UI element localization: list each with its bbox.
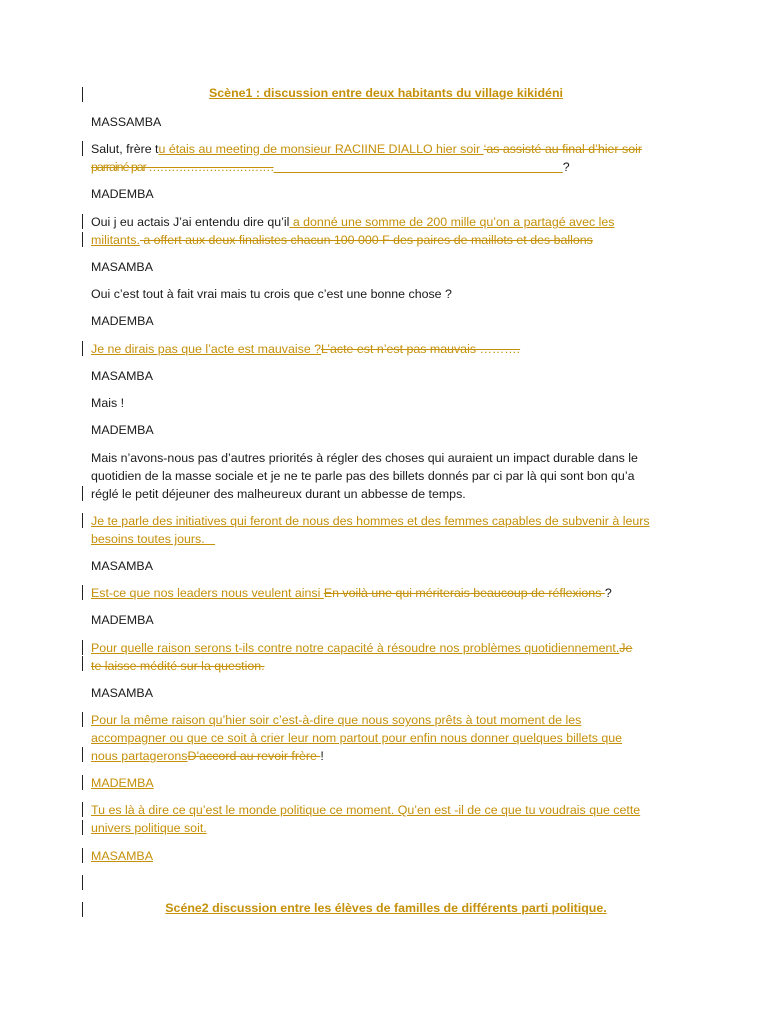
paragraph-3: Oui c’est tout à fait vrai mais tu crois que c’est une bonne chose ? (91, 287, 452, 301)
inserted-text: MADEMBA (91, 776, 154, 790)
paragraph-2 (91, 213, 681, 231)
change-bar (82, 341, 83, 356)
inserted-text: accompagner ou que ce soit à crier leur nom partout pour enfin nous donner quelques billets que (91, 731, 623, 745)
speaker-label: MADEMBA (91, 187, 154, 201)
inserted-text: univers politique soit. (91, 821, 207, 835)
change-bar (82, 141, 83, 156)
text-run: ? (562, 160, 570, 174)
inserted-blank (274, 160, 563, 174)
change-bar (82, 747, 83, 762)
paragraph-7-line1 (91, 512, 681, 530)
change-bar (82, 640, 83, 655)
change-bar (82, 87, 83, 102)
text-run: ! (320, 749, 324, 763)
change-bar (82, 513, 83, 528)
speaker-label (91, 847, 681, 865)
inserted-text: militants. (91, 233, 140, 247)
text-run: Oui j eu actais J’ai entendu dire qu’il (91, 215, 290, 229)
paragraph-10-line2 (91, 729, 681, 747)
paragraph-10-line3 (91, 747, 681, 765)
change-bar (82, 656, 83, 671)
paragraph-8 (91, 584, 681, 602)
scene1-title-text: Scène1 : discussion entre deux habitants du village kikidéni (209, 86, 563, 100)
speaker-label (91, 774, 681, 792)
inserted-text: nous partagerons (91, 749, 188, 763)
inserted-text: besoins toutes jours. (91, 532, 215, 546)
paragraph-6-line3: réglé le petit déjeuner des malheureux durant un abbesse de temps. (91, 487, 466, 501)
change-bar (82, 875, 83, 890)
deleted-text: parrainé par …………………………… (91, 160, 274, 174)
deleted-text: L’acte est n’est pas mauvais ………. (321, 342, 521, 356)
paragraph-2-line2 (91, 231, 681, 249)
inserted-text: MASAMBA (91, 849, 153, 863)
change-bar (82, 232, 83, 247)
change-bar (82, 712, 83, 727)
text-run: ? (604, 586, 612, 600)
inserted-text: Je te parle des initiatives qui feront de nous des hommes et des femmes capables de subvenir à leurs (91, 514, 650, 528)
inserted-text: Je ne dirais pas que l’acte est mauvaise ? (91, 342, 322, 356)
paragraph-11-line1 (91, 801, 681, 819)
scene2-title-text: Scéne2 discussion entre les élèves de familles de différents parti politique. (165, 901, 607, 915)
speaker-label: MASAMBA (91, 559, 153, 573)
scene1-title (91, 86, 681, 100)
paragraph-7-line2 (91, 530, 681, 548)
scene2-title (91, 901, 681, 915)
deleted-text: a offert aux deux finalistes chacun 100 000 F des paires de maillots et des ballons (139, 233, 593, 247)
text-run: Salut, frère t (91, 142, 159, 156)
inserted-text: u étais au meeting de monsieur RACIINE DIALLO hier soir (158, 142, 484, 156)
change-bar (82, 486, 83, 501)
inserted-text: Tu es là à dire ce qu’est le monde politique ce moment. Qu’en est -il de ce que tu voudrais que cette (91, 803, 641, 817)
paragraph-6-line2: quotidien de la masse sociale et je ne te parle pas des billets donnés par ci par là qui sont bon qu’a (91, 469, 635, 483)
deleted-text: ‘as assisté au final d’hier soir (483, 142, 642, 156)
change-bar (82, 848, 83, 863)
paragraph-6-line1: Mais n’avons-nous pas d’autres priorités à régler des choses qui auraient un impact durable dans le (91, 451, 638, 465)
speaker-label: MASSAMBA (91, 115, 162, 129)
inserted-text: Pour quelle raison serons t-ils contre notre capacité à résoudre nos problèmes quotidiennement. (91, 641, 620, 655)
paragraph-11-line2 (91, 819, 681, 837)
speaker-label: MASAMBA (91, 369, 153, 383)
change-bar (82, 902, 83, 917)
inserted-text: a donné une somme de 200 mille qu’on a partagé avec les (289, 215, 615, 229)
speaker-label: MASAMBA (91, 686, 153, 700)
inserted-text: Pour la même raison qu’hier soir c’est-à-dire que nous soyons prêts à tout moment de les (91, 713, 582, 727)
change-bar (82, 775, 83, 790)
speaker-label: MASAMBA (91, 260, 153, 274)
change-bar (82, 214, 83, 229)
speaker-label: MADEMBA (91, 423, 154, 437)
deleted-text: Je (619, 641, 633, 655)
change-bar (82, 820, 83, 835)
inserted-text: Est-ce que nos leaders nous veulent ainsi (91, 586, 324, 600)
paragraph-9-line2 (91, 657, 681, 675)
deleted-text: te laisse médité sur la question. (91, 659, 265, 673)
deleted-text: D’accord au revoir frère (187, 749, 321, 763)
paragraph-9 (91, 639, 681, 657)
speaker-label: MADEMBA (91, 314, 154, 328)
paragraph-4 (91, 340, 681, 358)
change-bar (82, 802, 83, 817)
paragraph-1-line2 (91, 158, 681, 176)
speaker-label: MADEMBA (91, 613, 154, 627)
paragraph-1 (91, 140, 681, 158)
deleted-text: En voilà une qui mériterais beaucoup de réflexions (323, 586, 605, 600)
change-bar (82, 585, 83, 600)
paragraph-5: Mais ! (91, 396, 125, 410)
paragraph-10-line1 (91, 711, 681, 729)
